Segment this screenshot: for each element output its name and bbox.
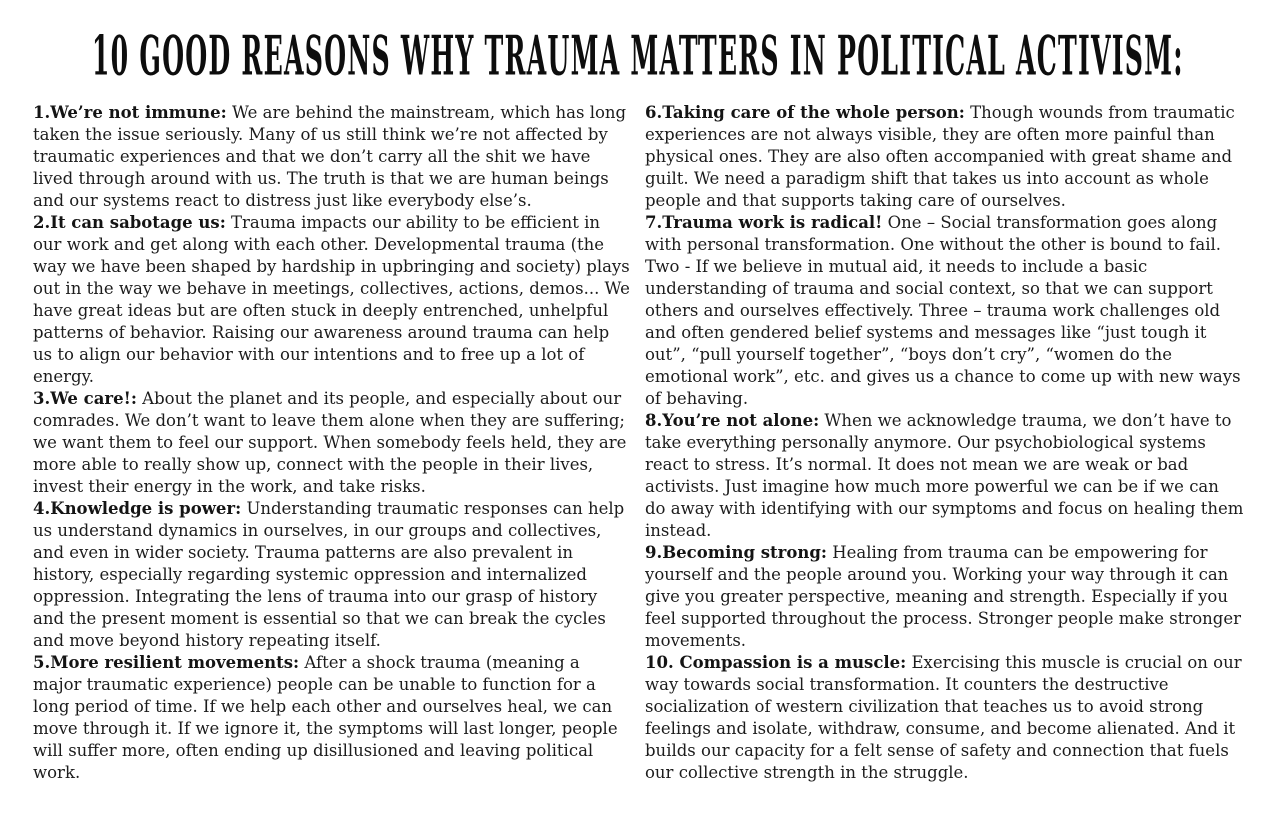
reason-item bbox=[645, 102, 1244, 212]
reason-label: 1.We’re not immune: bbox=[33, 103, 227, 122]
reason-text: One – Social transformation goes along with personal transformation. One without the other is bound to fail. Two - If we believe in mutual aid, it needs to include a basic understanding of trauma and social context, so that we can support others and ourselves effectively. Three – trauma work challenges old and often gendered belief systems and messages like “just tough it out”, “pull yourself together”, “boys don’t cry”, “women do the emotional work”, etc. and gives us a chance to come up with new ways of behaving. bbox=[645, 213, 1241, 408]
reason-label: 10. Compassion is a muscle: bbox=[645, 653, 907, 672]
reason-text: After a shock trauma (meaning a major traumatic experience) people can be unable to function for a long period of time. If we help each other and ourselves heal, we can move through it. If we ignore it, the symptoms will last longer, people will suffer more, often ending up disillusioned and leaving political work. bbox=[33, 653, 618, 782]
reason-item bbox=[645, 542, 1244, 652]
reason-item bbox=[33, 212, 632, 388]
reason-item bbox=[645, 410, 1244, 542]
reason-text: Though wounds from traumatic experiences are not always visible, they are often more painful than physical ones. They are also often accompanied with great shame and guilt. We need a paradigm shift that takes us into account as whole people and that supports taking care of ourselves. bbox=[645, 103, 1235, 210]
reason-text: About the planet and its people, and especially about our comrades. We don’t want to leave them alone when they are suffering; we want them to feel our support. When somebody feels held, they are more able to really show up, connect with the people in their lives, invest their energy in the work, and take risks. bbox=[33, 389, 627, 496]
reason-item bbox=[33, 388, 632, 498]
reason-label: 5.More resilient movements: bbox=[33, 653, 300, 672]
right-column bbox=[645, 102, 1244, 784]
reason-text: When we acknowledge trauma, we don’t have to take everything personally anymore. Our psychobiological systems react to stress. It’s normal. It does not mean we are weak or bad activists. Just imagine how much more powerful we can be if we can do away with identifying with our symptoms and focus on healing them instead. bbox=[645, 411, 1244, 540]
reason-text: Trauma impacts our ability to be efficient in our work and get along with each other. Developmental trauma (the way we have been shaped by hardship in upbringing and society) plays out in the way we behave in meetings, collectives, actions, demos... We have great ideas but are often stuck in deeply entrenched, unhelpful patterns of behavior. Raising our awareness around trauma can help us to align our behavior with our intentions and to free up a lot of energy. bbox=[33, 213, 630, 386]
reason-text: Understanding traumatic responses can help us understand dynamics in ourselves, in our groups and collectives, and even in wider society. Trauma patterns are also prevalent in history, especially regarding systemic oppression and internalized oppression. Integrating the lens of trauma into our grasp of history and the present moment is essential so that we can break the cycles and move beyond history repeating itself. bbox=[33, 499, 625, 650]
reason-label: 9.Becoming strong: bbox=[645, 543, 827, 562]
reason-label: 4.Knowledge is power: bbox=[33, 499, 242, 518]
reason-item bbox=[33, 102, 632, 212]
reason-text: Exercising this muscle is crucial on our way towards social transformation. It counters the destructive socialization of western civilization that teaches us to avoid strong feelings and isolate, withdraw, consume, and become alienated. And it builds our capacity for a felt sense of safety and connection that fuels our collective strength in the struggle. bbox=[645, 653, 1242, 782]
content-columns bbox=[0, 88, 1275, 784]
title-row bbox=[0, 22, 1275, 88]
page-title: 10 GOOD REASONS WHY TRAUMA MATTERS IN POLITICAL ACTIVISM: bbox=[91, 23, 1184, 87]
reason-label: 7.Trauma work is radical! bbox=[645, 213, 883, 232]
reason-item bbox=[645, 652, 1244, 784]
reason-text: We are behind the mainstream, which has long taken the issue seriously. Many of us still think we’re not affected by traumatic experiences and that we don’t carry all the shit we have lived through around with us. The truth is that we are human beings and our systems react to distress just like everybody else’s. bbox=[33, 103, 627, 210]
reason-item bbox=[645, 212, 1244, 410]
reason-label: 6.Taking care of the whole person: bbox=[645, 103, 965, 122]
reason-text: Healing from trauma can be empowering for yourself and the people around you. Working your way through it can give you greater perspective, meaning and strength. Especially if you feel supported throughout the process. Stronger people make stronger movements. bbox=[645, 543, 1242, 650]
left-column bbox=[33, 102, 632, 784]
reason-label: 8.You’re not alone: bbox=[645, 411, 820, 430]
reason-label: 2.It can sabotage us: bbox=[33, 213, 226, 232]
reason-item bbox=[33, 652, 632, 784]
reason-item bbox=[33, 498, 632, 652]
reason-label: 3.We care!: bbox=[33, 389, 137, 408]
